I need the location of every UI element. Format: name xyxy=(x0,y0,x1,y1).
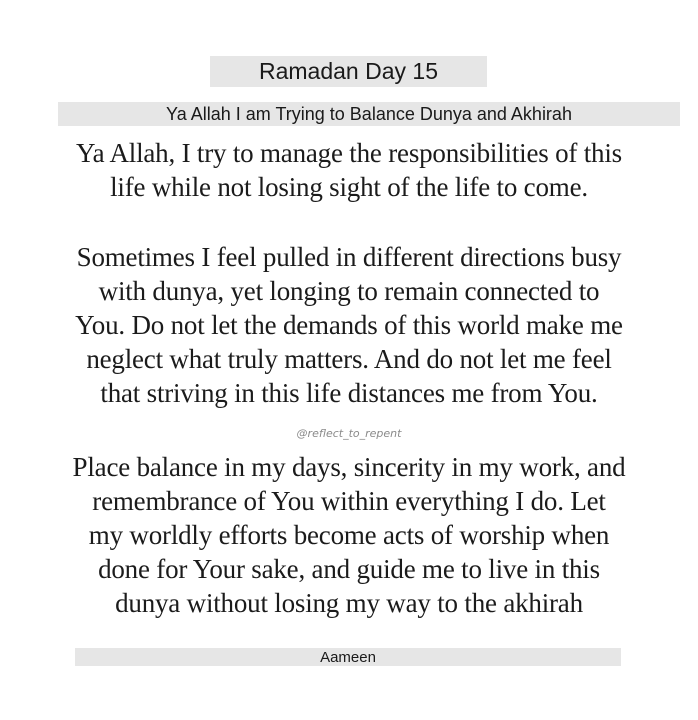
text-line: Sometimes I feel pulled in different directions busy xyxy=(76,242,622,272)
closing-label: Aameen xyxy=(75,648,621,666)
paragraph-3 xyxy=(0,450,698,620)
text-line: that striving in this life distances me from You. xyxy=(100,378,598,408)
text-line: dunya without losing my way to the akhirah xyxy=(115,588,583,618)
text-line: with dunya, yet longing to remain connected to xyxy=(98,276,600,306)
text-line: Place balance in my days, sincerity in my work, and xyxy=(72,452,626,482)
page-subtitle: Ya Allah I am Trying to Balance Dunya and Akhirah xyxy=(58,102,680,126)
text-line: neglect what truly matters. And do not let me feel xyxy=(86,344,612,374)
paragraph-2 xyxy=(0,240,698,410)
text-line: done for Your sake, and guide me to live in this xyxy=(98,554,600,584)
text-line: Ya Allah, I try to manage the responsibilities of this xyxy=(76,138,622,168)
paragraph-1 xyxy=(0,136,698,204)
text-line: my worldly efforts become acts of worship when xyxy=(88,520,610,550)
watermark-handle: @reflect_to_repent xyxy=(296,427,402,440)
text-line: You. Do not let the demands of this world make me xyxy=(75,310,623,340)
text-line: remembrance of You within everything I do. Let xyxy=(92,486,606,516)
page-title: Ramadan Day 15 xyxy=(210,56,487,87)
text-line: life while not losing sight of the life to come. xyxy=(110,172,588,202)
